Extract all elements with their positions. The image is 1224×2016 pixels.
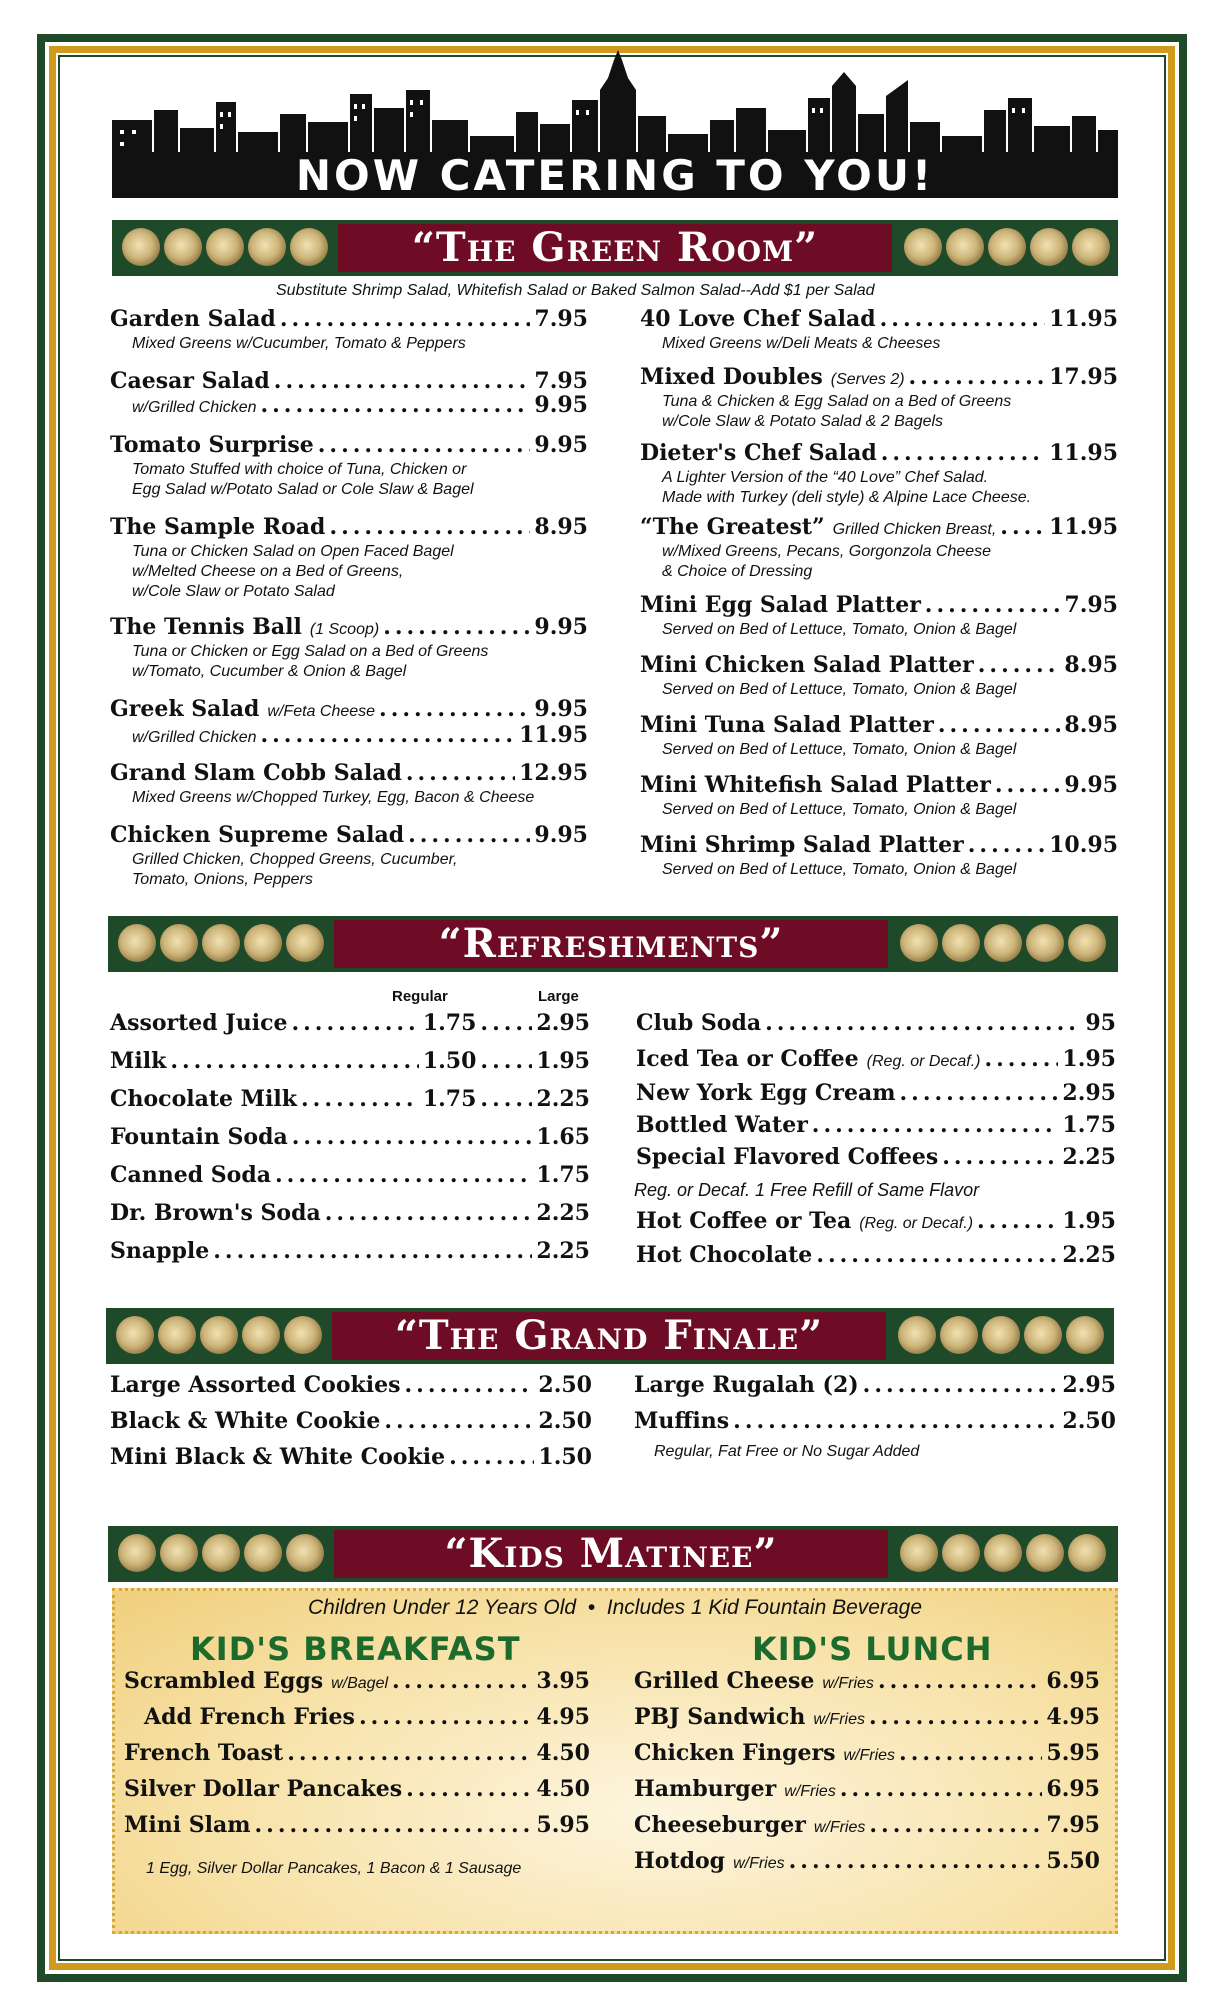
dot-leader [733, 1408, 1058, 1434]
item-price: 7.95 [534, 306, 588, 332]
marquee-bulb-icon [242, 1316, 280, 1354]
marquee-bulb-icon [200, 1316, 238, 1354]
item-qualifier: w/Fries [843, 1747, 896, 1764]
menu-item-dieter-s-chef-salad [640, 440, 1118, 466]
item-price: 2.25 [536, 1238, 590, 1264]
item-price: 6.95 [1046, 1668, 1100, 1694]
dot-leader [480, 1048, 532, 1074]
marquee-bulb-icon [248, 228, 286, 266]
dot-leader [869, 1704, 1042, 1730]
menu-item-black-white-cookie [110, 1408, 592, 1434]
item-name: Cheeseburger [634, 1812, 806, 1838]
marquee-bulb-icon [900, 924, 938, 962]
item-price: 95 [1085, 1010, 1116, 1036]
dot-leader [260, 722, 515, 748]
item-price: 7.95 [1046, 1812, 1100, 1838]
marquee-bulb-icon [164, 228, 202, 266]
marquee-bulb-icon [946, 228, 984, 266]
dot-leader [869, 1812, 1042, 1838]
item-price: 5.95 [536, 1812, 590, 1838]
menu-item-special-flavored-coffees [636, 1144, 1116, 1170]
menu-item-mini-slam [124, 1812, 590, 1838]
item-description: Served on Bed of Lettuce, Tomato, Onion & Bagel [662, 621, 1017, 638]
item-description: Tomato, Onions, Peppers [132, 871, 313, 888]
item-price: 1.75 [422, 1086, 477, 1112]
item-price: 8.95 [1064, 652, 1118, 678]
item-qualifier: w/Feta Cheese [267, 703, 376, 720]
item-description: Egg Salad w/Potato Salad or Cole Slaw & Bagel [132, 481, 474, 498]
dot-leader [392, 1668, 532, 1694]
item-price: 9.95 [534, 696, 588, 722]
marquee-bulb-icon [244, 924, 282, 962]
item-price: 6.95 [1046, 1776, 1100, 1802]
flavored-coffee-note: Reg. or Decaf. 1 Free Refill of Same Flavor [634, 1180, 980, 1200]
marquee-bulb-icon [984, 924, 1022, 962]
item-description: A Lighter Version of the “40 Love” Chef Salad. [662, 469, 989, 486]
menu-item-hot-chocolate [636, 1242, 1116, 1268]
item-description: & Choice of Dressing [662, 563, 813, 580]
menu-item-greek-salad [110, 696, 588, 722]
item-qualifier: (Serves 2) [830, 371, 905, 388]
marquee-bulb-icon [904, 228, 942, 266]
regular-column-label: Regular [392, 988, 448, 1005]
dot-leader [984, 1046, 1058, 1072]
item-price: 4.95 [536, 1704, 590, 1730]
item-price: 17.95 [1049, 364, 1118, 390]
dot-leader [942, 1144, 1058, 1170]
item-name: Club Soda [636, 1010, 762, 1036]
menu-item-grand-slam-cobb-salad [110, 760, 588, 786]
item-name: Large Rugalah (2) [634, 1372, 859, 1398]
menu-item-the-greatest [640, 514, 1118, 540]
item-price: 2.50 [538, 1408, 592, 1434]
menu-item-fountain-soda [110, 1124, 590, 1150]
menu-item-the-tennis-ball [110, 614, 588, 640]
item-name: Assorted Juice [110, 1010, 288, 1036]
menu-item-new-york-egg-cream [636, 1080, 1116, 1106]
item-description: w/Cole Slaw or Potato Salad [132, 583, 335, 600]
item-price: 4.50 [536, 1776, 590, 1802]
item-name: Dieter's Chef Salad [640, 440, 877, 466]
green-room-title: “The Green Room” [338, 224, 892, 272]
item-price: 7.95 [1064, 592, 1118, 618]
item-price: 1.95 [1062, 1208, 1116, 1234]
large-column-label: Large [538, 988, 579, 1005]
item-name: French Toast [124, 1740, 284, 1766]
item-qualifier: w/Fries [813, 1711, 865, 1728]
item-description: Made with Turkey (deli style) & Alpine Lace Cheese. [662, 489, 1032, 506]
dot-leader [384, 1408, 534, 1434]
dot-leader [275, 1162, 532, 1188]
item-price: 4.50 [536, 1740, 590, 1766]
menu-item-canned-soda [110, 1162, 590, 1188]
item-price: 9.95 [534, 392, 588, 418]
dot-leader [170, 1048, 419, 1074]
item-name: Canned Soda [110, 1162, 271, 1188]
item-price: 1.75 [1062, 1112, 1116, 1138]
dot-leader [274, 368, 531, 394]
marquee-bulb-icon [1068, 1534, 1106, 1572]
item-price: 9.95 [534, 822, 588, 848]
menu-item-mini-black-white-cookie [110, 1444, 592, 1470]
menu-item-pbj-sandwich [634, 1704, 1100, 1730]
item-name: Scrambled Eggs [124, 1668, 324, 1694]
marquee-bulb-icon [122, 228, 160, 266]
item-name: Garden Salad [110, 306, 276, 332]
item-name: Black & White Cookie [110, 1408, 381, 1434]
dot-leader [995, 772, 1061, 798]
marquee-bulb-icon [988, 228, 1026, 266]
item-name: Grilled Cheese [634, 1668, 815, 1694]
item-qualifier: (Reg. or Decaf.) [859, 1215, 974, 1232]
item-description: Tuna & Chicken & Egg Salad on a Bed of Greens [662, 393, 1012, 410]
menu-item-large-assorted-cookies [110, 1372, 592, 1398]
item-name: New York Egg Cream [636, 1080, 896, 1106]
marquee-bulb-icon [1024, 1316, 1062, 1354]
item-description: Tomato Stuffed with choice of Tuna, Chicken or [132, 461, 467, 478]
item-price: 1.50 [538, 1444, 592, 1470]
marquee-bulb-icon [160, 1534, 198, 1572]
marquee-bulb-icon [898, 1316, 936, 1354]
dot-leader [359, 1704, 532, 1730]
marquee-bulb-icon [284, 1316, 322, 1354]
item-price: 2.95 [1062, 1372, 1116, 1398]
item-name: Mini Black & White Cookie [110, 1444, 446, 1470]
marquee-bulb-icon [1066, 1316, 1104, 1354]
menu-item-iced-tea-or-coffee [636, 1046, 1116, 1072]
item-name: Hot Chocolate [636, 1242, 813, 1268]
item-name: Chocolate Milk [110, 1086, 297, 1112]
dot-leader [406, 760, 515, 786]
marquee-bulb-icon [206, 228, 244, 266]
item-name: Muffins [634, 1408, 730, 1434]
kids-header [108, 1526, 1118, 1582]
menu-item-snapple [110, 1238, 590, 1264]
item-name: Tomato Surprise [110, 432, 314, 458]
item-qualifier: w/Fries [813, 1819, 866, 1836]
item-name: Mini Shrimp Salad Platter [640, 832, 964, 858]
menu-item-caesar-salad [110, 368, 588, 394]
item-qualifier: (1 Scoop) [309, 621, 380, 638]
item-price: 1.75 [536, 1162, 590, 1188]
item-qualifier: w/Bagel [331, 1675, 389, 1692]
item-price: 2.50 [1062, 1408, 1116, 1434]
item-name: The Tennis Ball [110, 614, 302, 640]
marquee-bulb-icon [900, 1534, 938, 1572]
menu-item-w-grilled-chicken [132, 392, 588, 418]
kids-breakfast-title: KID'S BREAKFAST [190, 1630, 521, 1668]
menu-item-cheeseburger [634, 1812, 1100, 1838]
item-description: w/Mixed Greens, Pecans, Gorgonzola Cheese [662, 543, 992, 560]
item-name: Mini Chicken Salad Platter [640, 652, 974, 678]
item-qualifier: w/Fries [822, 1675, 874, 1692]
item-name: The Sample Road [110, 514, 326, 540]
marquee-bulb-icon [1026, 1534, 1064, 1572]
item-name: Greek Salad [110, 696, 260, 722]
menu-item-chicken-supreme-salad [110, 822, 588, 848]
menu-item-club-soda [636, 1010, 1116, 1036]
item-name: Chicken Supreme Salad [110, 822, 405, 848]
muffin-note: Regular, Fat Free or No Sugar Added [654, 1443, 920, 1460]
dot-leader [255, 1812, 533, 1838]
dot-leader [480, 1086, 532, 1112]
item-name: Silver Dollar Pancakes [124, 1776, 403, 1802]
refreshments-header [108, 916, 1118, 972]
item-description: Served on Bed of Lettuce, Tomato, Onion & Bagel [662, 681, 1017, 698]
menu-item-hot-coffee-or-tea [636, 1208, 1116, 1234]
item-price: 5.95 [1046, 1740, 1100, 1766]
item-name: Mini Tuna Salad Platter [640, 712, 934, 738]
item-description: Served on Bed of Lettuce, Tomato, Onion & Bagel [662, 861, 1017, 878]
dot-leader [301, 1086, 419, 1112]
menu-item-mini-chicken-salad-platter [640, 652, 1118, 678]
item-price-large: 1.95 [536, 1048, 590, 1074]
catering-title: NOW CATERING TO YOU! [112, 152, 1118, 198]
item-description: Grilled Chicken, Chopped Greens, Cucumber, [132, 851, 458, 868]
marquee-bulb-icon [116, 1316, 154, 1354]
dot-leader [899, 1740, 1042, 1766]
item-price: 1.95 [1062, 1046, 1116, 1072]
dot-leader [789, 1848, 1043, 1874]
menu-item-silver-dollar-pancakes [124, 1776, 590, 1802]
marquee-bulb-icon [290, 228, 328, 266]
dot-leader [292, 1124, 533, 1150]
menu-item-grilled-cheese [634, 1668, 1100, 1694]
dot-leader [280, 306, 531, 332]
menu-item-hamburger [634, 1776, 1100, 1802]
item-description: w/Tomato, Cucumber & Onion & Bagel [132, 663, 407, 680]
item-price: 8.95 [534, 514, 588, 540]
item-name: PBJ Sandwich [634, 1704, 806, 1730]
dot-leader [816, 1242, 1058, 1268]
item-name: Large Assorted Cookies [110, 1372, 401, 1398]
item-price: 10.95 [1049, 832, 1118, 858]
dot-leader [880, 306, 1045, 332]
item-name: 40 Love Chef Salad [640, 306, 876, 332]
menu-item-mixed-doubles [640, 364, 1118, 390]
menu-item-scrambled-eggs [124, 1668, 590, 1694]
item-qualifier: w/Fries [784, 1783, 836, 1800]
item-price: 8.95 [1064, 712, 1118, 738]
dot-leader [480, 1010, 532, 1036]
green-room-header [112, 220, 1118, 276]
item-description: Tuna or Chicken or Egg Salad on a Bed of Greens [132, 643, 489, 660]
kids-lunch-title: KID'S LUNCH [752, 1630, 993, 1668]
dot-leader [909, 364, 1046, 390]
item-name: Mini Slam [124, 1812, 251, 1838]
marquee-bulb-icon [118, 1534, 156, 1572]
item-qualifier: (Reg. or Decaf.) [866, 1053, 981, 1070]
dot-leader [260, 392, 530, 418]
item-description: Tuna or Chicken Salad on Open Faced Bagel [132, 543, 454, 560]
dot-leader [408, 822, 530, 848]
menu-item-milk [110, 1048, 590, 1074]
item-price: 2.25 [1062, 1144, 1116, 1170]
item-price: 11.95 [519, 722, 588, 748]
dot-leader [1000, 514, 1045, 540]
menu-item-mini-shrimp-salad-platter [640, 832, 1118, 858]
item-price: 2.95 [1062, 1080, 1116, 1106]
item-name: Grand Slam Cobb Salad [110, 760, 402, 786]
item-price: 2.50 [538, 1372, 592, 1398]
item-description: Mixed Greens w/Cucumber, Tomato & Peppers [132, 335, 466, 352]
item-name: Caesar Salad [110, 368, 270, 394]
dot-leader [881, 440, 1045, 466]
marquee-bulb-icon [984, 1534, 1022, 1572]
refreshments-title: “Refreshments” [334, 920, 888, 968]
menu-item-muffins [634, 1408, 1116, 1434]
item-price: 1.65 [536, 1124, 590, 1150]
dot-leader [878, 1668, 1042, 1694]
menu-item-hotdog [634, 1848, 1100, 1874]
item-price: 9.95 [534, 432, 588, 458]
menu-item-mini-whitefish-salad-platter [640, 772, 1118, 798]
marquee-bulb-icon [942, 1534, 980, 1572]
dot-leader [379, 696, 530, 722]
item-price: 11.95 [1049, 440, 1118, 466]
item-qualifier: Grilled Chicken Breast, [832, 521, 997, 538]
item-name: Iced Tea or Coffee [636, 1046, 859, 1072]
item-name: Milk [110, 1048, 167, 1074]
dot-leader [318, 432, 531, 458]
dot-leader [765, 1010, 1081, 1036]
dot-leader [968, 832, 1045, 858]
kids-title: “Kids Matinee” [334, 1530, 888, 1578]
item-description: w/Melted Cheese on a Bed of Greens, [132, 563, 404, 580]
marquee-bulb-icon [160, 924, 198, 962]
item-name: Snapple [110, 1238, 210, 1264]
item-price: 2.25 [1062, 1242, 1116, 1268]
item-price: 11.95 [1049, 514, 1118, 540]
kids-intro: Children Under 12 Years Old • Includes 1 Kid Fountain Beverage [308, 1596, 922, 1619]
menu-item-mini-tuna-salad-platter [640, 712, 1118, 738]
item-price: 1.75 [422, 1010, 477, 1036]
menu-item-assorted-juice [110, 1010, 590, 1036]
item-name: w/Grilled Chicken [132, 399, 257, 416]
dot-leader [925, 592, 1061, 618]
dot-leader [977, 1208, 1058, 1234]
menu-item-french-toast [124, 1740, 590, 1766]
item-name: Fountain Soda [110, 1124, 288, 1150]
item-name: w/Grilled Chicken [132, 729, 257, 746]
item-price-large: 2.95 [536, 1010, 590, 1036]
grand-finale-header [106, 1308, 1114, 1364]
dot-leader [287, 1740, 532, 1766]
item-price: 7.95 [534, 368, 588, 394]
item-name: Hotdog [634, 1848, 726, 1874]
marquee-bulb-icon [118, 924, 156, 962]
item-price-large: 2.25 [536, 1086, 590, 1112]
dot-leader [449, 1444, 534, 1470]
grand-finale-title: “The Grand Finale” [332, 1312, 886, 1360]
item-price: 1.50 [422, 1048, 477, 1074]
menu-item-bottled-water [636, 1112, 1116, 1138]
item-name: Mini Whitefish Salad Platter [640, 772, 991, 798]
marquee-bulb-icon [158, 1316, 196, 1354]
dot-leader [978, 652, 1061, 678]
item-description: Mixed Greens w/Deli Meats & Cheeses [662, 335, 941, 352]
marquee-bulb-icon [202, 924, 240, 962]
dot-leader [325, 1200, 533, 1226]
item-name: Mini Egg Salad Platter [640, 592, 921, 618]
item-description: Served on Bed of Lettuce, Tomato, Onion & Bagel [662, 801, 1017, 818]
dot-leader [406, 1776, 532, 1802]
menu-item-large-rugalah-2 [634, 1372, 1116, 1398]
marquee-bulb-icon [1072, 228, 1110, 266]
dot-leader [329, 514, 530, 540]
substitute-note: Substitute Shrimp Salad, Whitefish Salad or Baked Salmon Salad--Add $1 per Salad [276, 282, 875, 299]
marquee-bulb-icon [1068, 924, 1106, 962]
item-price: 2.25 [536, 1200, 590, 1226]
menu-item-mini-egg-salad-platter [640, 592, 1118, 618]
menu-item-add-french-fries [144, 1704, 590, 1730]
dot-leader [383, 614, 530, 640]
marquee-bulb-icon [982, 1316, 1020, 1354]
marquee-bulb-icon [1030, 228, 1068, 266]
marquee-bulb-icon [202, 1534, 240, 1572]
dot-leader [213, 1238, 532, 1264]
item-price: 9.95 [1064, 772, 1118, 798]
item-description: Mixed Greens w/Chopped Turkey, Egg, Bacon & Cheese [132, 789, 535, 806]
item-name: Dr. Brown's Soda [110, 1200, 321, 1226]
item-price: 12.95 [519, 760, 588, 786]
item-price: 4.95 [1046, 1704, 1100, 1730]
menu-item-the-sample-road [110, 514, 588, 540]
menu-item-chocolate-milk [110, 1086, 590, 1112]
menu-item-40-love-chef-salad [640, 306, 1118, 332]
dot-leader [405, 1372, 535, 1398]
marquee-bulb-icon [942, 924, 980, 962]
dot-leader [863, 1372, 1059, 1398]
item-name: “The Greatest” [640, 514, 825, 540]
marquee-bulb-icon [286, 1534, 324, 1572]
menu-item-tomato-surprise [110, 432, 588, 458]
item-price: 11.95 [1049, 306, 1118, 332]
menu-item-w-grilled-chicken [132, 722, 588, 748]
dot-leader [938, 712, 1061, 738]
dot-leader [840, 1776, 1043, 1802]
item-name: Hot Coffee or Tea [636, 1208, 852, 1234]
mini-slam-note: 1 Egg, Silver Dollar Pancakes, 1 Bacon & 1 Sausage [146, 1860, 522, 1877]
marquee-bulb-icon [286, 924, 324, 962]
item-description: Served on Bed of Lettuce, Tomato, Onion & Bagel [662, 741, 1017, 758]
item-name: Mixed Doubles [640, 364, 823, 390]
menu-item-garden-salad [110, 306, 588, 332]
menu-item-chicken-fingers [634, 1740, 1100, 1766]
item-name: Bottled Water [636, 1112, 808, 1138]
item-description: w/Cole Slaw & Potato Salad & 2 Bagels [662, 413, 944, 430]
item-price: 5.50 [1046, 1848, 1100, 1874]
marquee-bulb-icon [1026, 924, 1064, 962]
menu-item-dr-brown-s-soda [110, 1200, 590, 1226]
item-name: Add French Fries [144, 1704, 355, 1730]
item-price: 9.95 [534, 614, 588, 640]
item-qualifier: w/Fries [733, 1855, 785, 1872]
dot-leader [812, 1112, 1059, 1138]
item-name: Special Flavored Coffees [636, 1144, 939, 1170]
marquee-bulb-icon [940, 1316, 978, 1354]
marquee-bulb-icon [244, 1534, 282, 1572]
item-name: Hamburger [634, 1776, 777, 1802]
dot-leader [291, 1010, 418, 1036]
dot-leader [900, 1080, 1059, 1106]
item-price: 3.95 [536, 1668, 590, 1694]
item-name: Chicken Fingers [634, 1740, 836, 1766]
